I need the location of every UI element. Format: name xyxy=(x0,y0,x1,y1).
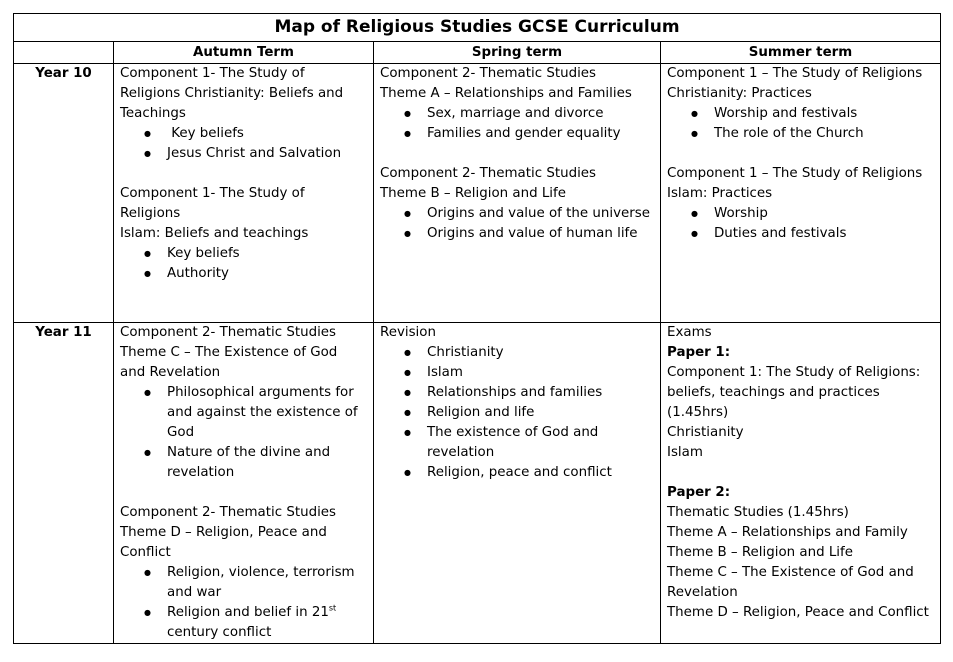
list-item: ● The role of the Church xyxy=(714,124,934,144)
text-line: Component 2- Thematic Studies xyxy=(120,325,337,340)
list-item: ● Key beliefs xyxy=(167,124,367,144)
bullet-list xyxy=(380,104,654,144)
year-11-summer-cell xyxy=(661,323,941,644)
bullet-list xyxy=(120,383,367,483)
text-line: Component 1: The Study of Religions: xyxy=(667,365,921,380)
text-line: Theme D – Religion, Peace and Conflict xyxy=(667,605,929,620)
text-line: Component 2- Thematic Studies xyxy=(380,66,597,81)
text-line: Component 1 – The Study of Religions xyxy=(667,66,923,81)
text-line: Islam xyxy=(667,445,703,460)
text-line: Teachings xyxy=(120,106,186,121)
list-item-line: ● The existence of God and xyxy=(427,425,599,440)
list-item xyxy=(167,383,367,443)
text-line: Component 2- Thematic Studies xyxy=(120,505,337,520)
bullet-list xyxy=(667,204,934,244)
list-item-line: ● Christianity xyxy=(427,345,504,360)
list-item: ● Worship xyxy=(714,204,934,224)
list-item xyxy=(427,463,654,483)
text-line: Theme B – Religion and Life xyxy=(380,186,566,201)
header-spring: Spring term xyxy=(374,42,661,64)
list-item: ● Sex, marriage and divorce xyxy=(427,104,654,124)
header-autumn: Autumn Term xyxy=(114,42,374,64)
text-line: Component 1- The Study of xyxy=(120,66,305,81)
text-line: Theme B – Religion and Life xyxy=(667,545,853,560)
text-line: Theme C – The Existence of God xyxy=(120,345,338,360)
list-item-line: ● Nature of the divine and xyxy=(167,445,331,460)
list-item xyxy=(427,383,654,403)
year-10-label: Year 10 xyxy=(14,64,114,323)
list-item: ● Families and gender equality xyxy=(427,124,654,144)
list-item-line: revelation xyxy=(167,465,235,480)
list-item-line: and against the existence of xyxy=(167,405,358,420)
list-item xyxy=(427,403,654,423)
text-line: Revelation xyxy=(667,585,738,600)
list-item-line: ● Religion, violence, terrorism xyxy=(167,565,355,580)
bullet-list xyxy=(120,124,367,164)
year-11-label: Year 11 xyxy=(14,323,114,644)
list-item-line: ● Philosophical arguments for xyxy=(167,385,354,400)
text-line: Religions Christianity: Beliefs and xyxy=(120,86,344,101)
list-item: ● Origins and value of human life xyxy=(427,224,654,244)
list-item-line: and war xyxy=(167,585,222,600)
list-item-text: Religion and belief in 21 xyxy=(167,605,329,620)
list-item-line: ● Islam xyxy=(427,365,463,380)
text-line: Christianity: Practices xyxy=(667,86,812,101)
text-line: Christianity xyxy=(667,425,744,440)
list-item: ● Duties and festivals xyxy=(714,224,934,244)
list-item xyxy=(167,563,367,603)
text-line: Islam: Practices xyxy=(667,186,773,201)
header-blank xyxy=(14,42,114,64)
list-item: ● Origins and value of the universe xyxy=(427,204,654,224)
list-item-line: ● Relationships and families xyxy=(427,385,603,400)
bullet-list xyxy=(380,343,654,483)
text-line: Theme A – Relationships and Family xyxy=(667,525,908,540)
list-item-line: revelation xyxy=(427,445,495,460)
text-line: Component 1- The Study of xyxy=(120,186,305,201)
list-item-line xyxy=(167,603,367,623)
curriculum-table xyxy=(13,13,941,644)
bullet-list xyxy=(380,204,654,244)
year-10-spring-cell xyxy=(374,64,661,323)
list-item xyxy=(427,343,654,363)
list-item: ● Worship and festivals xyxy=(714,104,934,124)
ordinal-suffix: st xyxy=(328,603,337,613)
year-10-summer-cell xyxy=(661,64,941,323)
text-line: Theme A – Relationships and Families xyxy=(380,86,632,101)
text-line: Component 2- Thematic Studies xyxy=(380,166,597,181)
list-item xyxy=(427,423,654,463)
text-line: Theme D – Religion, Peace and xyxy=(120,525,327,540)
paper-1-label: Paper 1: xyxy=(667,345,731,360)
page-title: Map of Religious Studies GCSE Curriculum xyxy=(14,14,941,42)
list-item-line: ● Religion and life xyxy=(427,405,535,420)
list-item-line: God xyxy=(167,425,195,440)
text-line: (1.45hrs) xyxy=(667,405,729,420)
text-line: Theme C – The Existence of God and xyxy=(667,565,914,580)
year-11-autumn-cell xyxy=(114,323,374,644)
list-item xyxy=(167,443,367,483)
year-11-spring-cell xyxy=(374,323,661,644)
year-10-autumn-cell xyxy=(114,64,374,323)
list-item xyxy=(167,603,367,643)
list-item-line: century conflict xyxy=(167,625,272,640)
text-line: and Revelation xyxy=(120,365,221,380)
text-line: Thematic Studies (1.45hrs) xyxy=(667,505,849,520)
header-summer: Summer term xyxy=(661,42,941,64)
list-item: ● Key beliefs xyxy=(167,244,367,264)
bullet-list xyxy=(120,244,367,284)
list-item-line: ● Religion, peace and conflict xyxy=(427,465,612,480)
paper-2-label: Paper 2: xyxy=(667,485,731,500)
list-item xyxy=(427,363,654,383)
text-line: Islam: Beliefs and teachings xyxy=(120,226,309,241)
text-line: Conflict xyxy=(120,545,171,560)
text-line: Religions xyxy=(120,206,181,221)
list-item: ● Jesus Christ and Salvation xyxy=(167,144,367,164)
list-item: ● Authority xyxy=(167,264,367,284)
text-line: Component 1 – The Study of Religions xyxy=(667,166,923,181)
text-line: beliefs, teachings and practices xyxy=(667,385,880,400)
bullet-list xyxy=(120,563,367,643)
exams-heading: Exams xyxy=(667,325,712,340)
bullet-list xyxy=(667,104,934,144)
revision-heading: Revision xyxy=(380,325,436,340)
